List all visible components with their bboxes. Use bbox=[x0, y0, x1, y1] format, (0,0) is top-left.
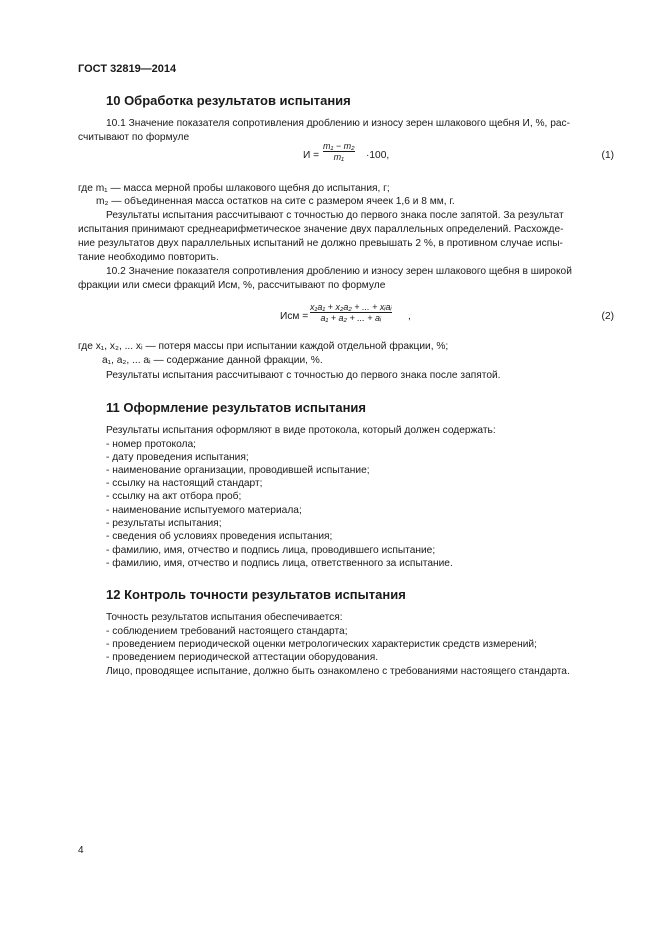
list-item: - соблюдением требований настоящего стандарта; bbox=[106, 626, 348, 637]
formula-2-fraction bbox=[310, 302, 392, 323]
list-item: - номер протокола; bbox=[106, 439, 196, 450]
section-12-intro: Точность результатов испытания обеспечивается: bbox=[106, 612, 343, 623]
where-2-b: a₁, a₂, ... aᵢ — содержание данной фракции, %. bbox=[102, 355, 323, 366]
list-item: - наименование организации, проводившей испытание; bbox=[106, 465, 370, 476]
para-10-1-line1: 10.1 Значение показателя сопротивления дроблению и износу зерен шлакового щебня И, %, рас- bbox=[106, 118, 571, 129]
formula-2-numerator: x₁a₁ + x₂a₂ + ... + xᵢaᵢ bbox=[310, 302, 392, 312]
list-item: - ссылку на акт отбора проб; bbox=[106, 491, 242, 502]
result-line2: испытания принимают среднеарифметическое значение двух параллельных определений. Расхожде- bbox=[78, 224, 564, 235]
formula-2-tail: , bbox=[408, 311, 411, 322]
where-2-a: где x₁, x₂, ... xᵢ — потеря массы при испытании каждой отдельной фракции, %; bbox=[78, 341, 449, 352]
section-12-title: 12 Контроль точности результатов испытания bbox=[106, 587, 406, 602]
list-item: - проведением периодической аттестации оборудования. bbox=[106, 652, 379, 663]
formula-1-number: (1) bbox=[601, 150, 614, 161]
result-line3: ние результатов двух параллельных испытаний не должно превышать 2 %, в противном случае испы- bbox=[78, 238, 563, 249]
section-10-title: 10 Обработка результатов испытания bbox=[106, 93, 351, 108]
list-item: - дату проведения испытания; bbox=[106, 452, 249, 463]
formula-1-fraction bbox=[323, 141, 355, 162]
list-item: - сведения об условиях проведения испытания; bbox=[106, 531, 333, 542]
formula-2-lhs: Иcм = bbox=[280, 311, 309, 322]
section-11-title: 11 Оформление результатов испытания bbox=[106, 400, 367, 415]
where-1-b: m₂ — объединенная масса остатков на сите с размером ячеек 1,6 и 8 мм, г. bbox=[96, 196, 455, 207]
formula-2-denominator: a₁ + a₂ + ... + aᵢ bbox=[320, 313, 382, 323]
section-11-intro: Результаты испытания оформляют в виде протокола, который должен содержать: bbox=[106, 425, 496, 436]
result-line4: тание необходимо повторить. bbox=[78, 252, 219, 263]
formula-2-number: (2) bbox=[601, 311, 614, 322]
result-line5: Результаты испытания рассчитывают с точностью до первого знака после запятой. bbox=[106, 370, 501, 381]
para-10-2-line2: фракции или смеси фракций Иcм, %, рассчитывают по формуле bbox=[78, 280, 386, 291]
page-number: 4 bbox=[78, 845, 84, 856]
list-item: - фамилию, имя, отчество и подпись лица, ответственного за испытание. bbox=[106, 558, 453, 569]
para-10-2-line1: 10.2 Значение показателя сопротивления дроблению и износу зерен шлакового щебня в широкой bbox=[106, 266, 572, 277]
standard-header: ГОСТ 32819—2014 bbox=[78, 63, 177, 75]
formula-1-numerator: m₁ − m₂ bbox=[323, 141, 355, 151]
list-item: - наименование испытуемого материала; bbox=[106, 505, 302, 516]
formula-1-lhs: И = bbox=[303, 150, 320, 161]
list-item: - ссылку на настоящий стандарт; bbox=[106, 478, 263, 489]
list-item: - проведением периодической оценки метрологических характеристик средств измерений; bbox=[106, 639, 537, 650]
where-1-a: где m₁ — масса мерной пробы шлакового щебня до испытания, г; bbox=[78, 183, 390, 194]
list-item: - фамилию, имя, отчество и подпись лица, проводившего испытание; bbox=[106, 545, 436, 556]
list-item: - результаты испытания; bbox=[106, 518, 222, 529]
para-10-1-line2: считывают по формуле bbox=[78, 132, 190, 143]
section-12-closing: Лицо, проводящее испытание, должно быть ознакомлено с требованиями настоящего стандарта. bbox=[106, 666, 570, 677]
formula-1-tail: ·100, bbox=[366, 150, 390, 161]
formula-1-denominator: m₁ bbox=[333, 152, 344, 162]
result-line1: Результаты испытания рассчитывают с точностью до первого знака после запятой. За результат bbox=[106, 210, 564, 221]
